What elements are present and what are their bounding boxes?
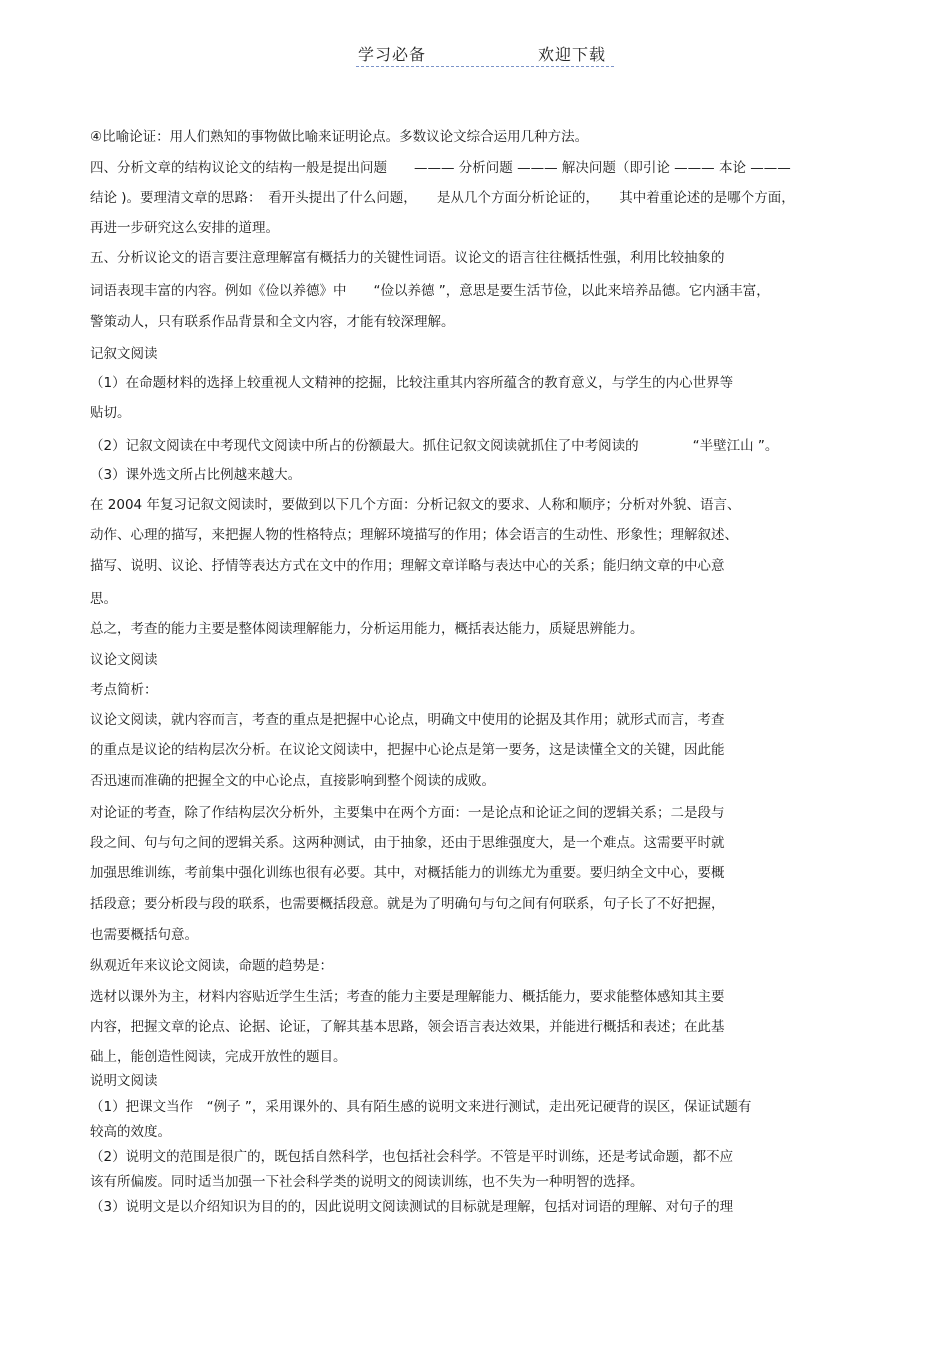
text-line: （3）说明文是以介绍知识为目的的，因此说明文阅读测试的目标就是理解，包括对词语的理解、对句子的理 xyxy=(90,1199,734,1215)
text-line: 在 2004 年复习记叙文阅读时，要做到以下几个方面：分析记叙文的要求、人称和顺序；分析对外貌、语言、 xyxy=(90,497,741,513)
text-line: 再进一步研究这么安排的道理。 xyxy=(90,220,279,236)
text-line: 段之间、句与句之间的逻辑关系。这两种测试，由于抽象，还由于思维强度大，是一个难点。这需要平时就 xyxy=(90,835,725,851)
text-line: 础上，能创造性阅读，完成开放性的题目。 xyxy=(90,1049,347,1065)
text-line: （2）说明文的范围是很广的，既包括自然科学，也包括社会科学。不管是平时训练，还是考试命题，都不应 xyxy=(90,1149,734,1165)
text-line: 总之，考查的能力主要是整体阅读理解能力，分析运用能力，概括表达能力，质疑思辨能力。 xyxy=(90,621,644,637)
text-line: （2）记叙文阅读在中考现代文阅读中所占的份额最大。抓住记叙文阅读就抓住了中考阅读的 “半壁江山 ”。 xyxy=(90,438,779,454)
text-line: （1）在命题材料的选择上较重视人文精神的挖掘，比较注重其内容所蕴含的教育意义，与学生的内心世界等 xyxy=(90,375,734,391)
text-line: 议论文阅读，就内容而言，考查的重点是把握中心论点，明确文中使用的论据及其作用；就形式而言，考查 xyxy=(90,712,725,728)
header-right-text: 欢迎下载 xyxy=(538,45,607,64)
text-line: 四、分析文章的结构议论文的结构一般是提出问题 ——— 分析问题 ——— 解决问题（即引论 ——— 本论 ——— xyxy=(90,160,791,176)
text-line: 词语表现丰富的内容。例如《俭以养德》中 “俭以养德 ”，意思是要生活节俭，以此来培养品德。它内涵丰富， xyxy=(90,283,770,299)
text-line: 该有所偏废。同时适当加强一下社会科学类的说明文的阅读训练，也不失为一种明智的选择。 xyxy=(90,1174,644,1190)
text-line: 说明文阅读 xyxy=(90,1073,158,1089)
text-line: 否迅速而准确的把握全文的中心论点，直接影响到整个阅读的成败。 xyxy=(90,773,495,789)
text-line: 结论 )。要理清文章的思路： 看开头提出了什么问题， 是从几个方面分析论证的， 其中着重论述的是哪个方面， xyxy=(90,190,795,206)
text-line: 内容，把握文章的论点、论据、论证，了解其基本思路，领会语言表达效果，并能进行概括和表述；在此基 xyxy=(90,1019,725,1035)
text-line: 的重点是议论的结构层次分析。在议论文阅读中，把握中心论点是第一要务，这是读懂全文的关键，因此能 xyxy=(90,742,725,758)
text-line: （1）把课文当作 “例子 ”，采用课外的、具有陌生感的说明文来进行测试，走出死记硬背的误区，保证试题有 xyxy=(90,1099,752,1115)
header-left-text: 学习必备 xyxy=(358,45,427,64)
text-line: 加强思维训练，考前集中强化训练也很有必要。其中，对概括能力的训练尤为重要。要归纳全文中心，要概 xyxy=(90,865,725,881)
text-line: 贴切。 xyxy=(90,405,131,421)
text-line: 动作、心理的描写，来把握人物的性格特点；理解环境描写的作用；体会语言的生动性、形象性；理解叙述、 xyxy=(90,527,738,543)
text-line: 描写、说明、议论、抒情等表达方式在文中的作用；理解文章详略与表达中心的关系；能归纳文章的中心意 xyxy=(90,558,725,574)
text-line: 较高的效度。 xyxy=(90,1124,171,1140)
text-line: （3）课外选文所占比例越来越大。 xyxy=(90,467,302,483)
text-line: 纵观近年来议论文阅读，命题的趋势是： xyxy=(90,958,333,974)
text-line: 记叙文阅读 xyxy=(90,346,158,362)
text-line: 括段意；要分析段与段的联系，也需要概括段意。就是为了明确句与句之间有何联系，句子长了不好把握， xyxy=(90,896,725,912)
text-line: 警策动人，只有联系作品背景和全文内容，才能有较深理解。 xyxy=(90,314,455,330)
text-line: 考点简析： xyxy=(90,682,158,698)
text-line: 五、分析议论文的语言要注意理解富有概括力的关键性词语。议论文的语言往往概括性强，利用比较抽象的 xyxy=(90,250,725,266)
text-line: 也需要概括句意。 xyxy=(90,927,198,943)
text-line: ④比喻论证：用人们熟知的事物做比喻来证明论点。多数议论文综合运用几种方法。 xyxy=(90,129,589,145)
text-line: 对论证的考查，除了作结构层次分析外，主要集中在两个方面：一是论点和论证之间的逻辑关系；二是段与 xyxy=(90,805,725,821)
page-header xyxy=(356,40,614,67)
text-line: 议论文阅读 xyxy=(90,652,158,668)
text-line: 思。 xyxy=(90,591,117,607)
text-line: 选材以课外为主，材料内容贴近学生生活；考查的能力主要是理解能力、概括能力，要求能整体感知其主要 xyxy=(90,989,725,1005)
